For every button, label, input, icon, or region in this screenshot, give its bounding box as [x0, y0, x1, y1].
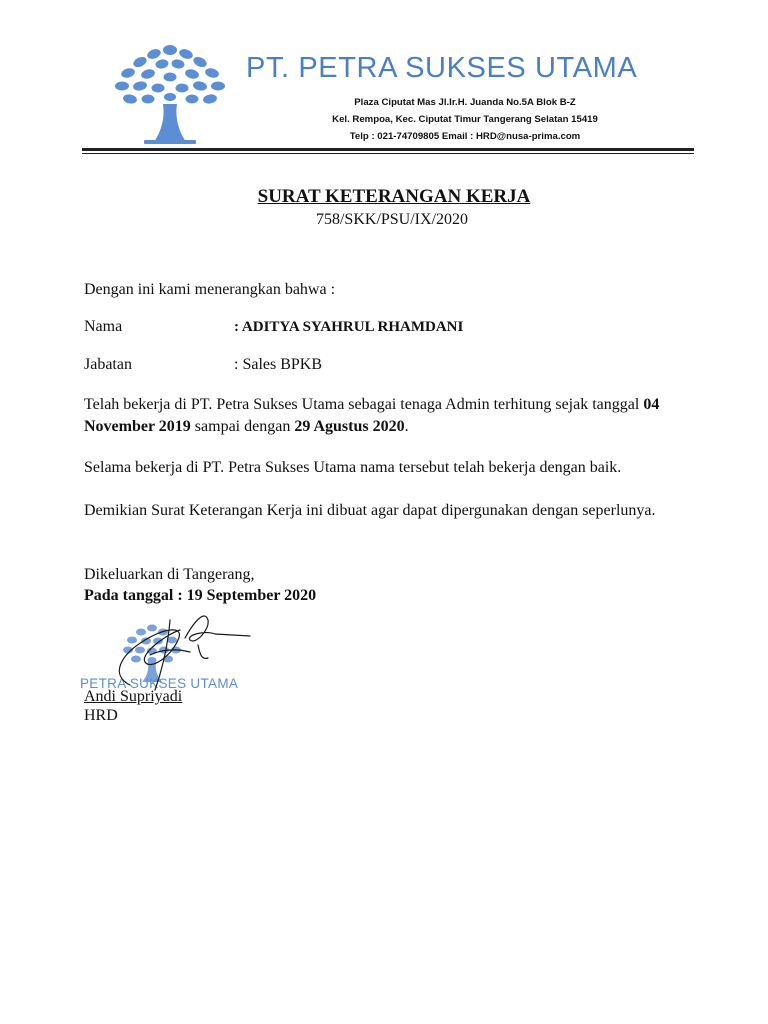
stamp-text: PETRA SUKSES UTAMA: [80, 676, 239, 691]
employment-paragraph: [84, 394, 704, 438]
issued-place: Dikeluarkan di Tangerang,: [84, 566, 255, 583]
header-divider-thin: [82, 153, 694, 154]
contact-line: Telp : 021-74709805 Email : HRD@nusa-prima.com: [349, 131, 581, 142]
start-date: 04 November 2019: [84, 396, 660, 435]
address-line: Kel. Rempoa, Kec. Ciputat Timur Tangerang Selatan 15419: [332, 114, 598, 125]
employment-text: sampai dengan: [190, 418, 295, 435]
employment-text: Telah bekerja di PT. Petra Sukses Utama sebagai tenaga Admin terhitung sejak tanggal: [84, 396, 644, 413]
signer-title: HRD: [84, 707, 118, 724]
employment-text: .: [404, 418, 409, 435]
name-label: Nama: [84, 318, 123, 335]
name-value: : ADITYA SYAHRUL RHAMDANI: [234, 319, 464, 335]
issued-date: Pada tanggal : 19 September 2020: [84, 587, 317, 604]
company-name: PT. PETRA SUKSES UTAMA: [246, 52, 638, 84]
signer-name: Andi Supriyadi: [84, 688, 183, 705]
performance-paragraph: Selama bekerja di PT. Petra Sukses Utama nama tersebut telah bekerja dengan baik.: [84, 459, 622, 476]
letter-title: SURAT KETERANGAN KERJA: [257, 186, 531, 207]
company-address: [280, 94, 650, 145]
closing-paragraph: Demikian Surat Keterangan Kerja ini dibuat agar dapat dipergunakan dengan seperlunya.: [84, 502, 656, 519]
header-divider: [82, 148, 694, 151]
end-date: 29 Agustus 2020: [294, 418, 405, 435]
tree-logo-icon: [110, 42, 228, 146]
letter-number: 758/SKK/PSU/IX/2020: [315, 211, 469, 228]
intro-text: Dengan ini kami menerangkan bahwa :: [84, 281, 336, 298]
handwritten-signature-icon: [90, 600, 270, 700]
position-value: : Sales BPKB: [234, 356, 323, 373]
address-line: Plaza Ciputat Mas Jl.Ir.H. Juanda No.5A Blok B-Z: [354, 97, 576, 108]
position-label: Jabatan: [84, 356, 132, 373]
